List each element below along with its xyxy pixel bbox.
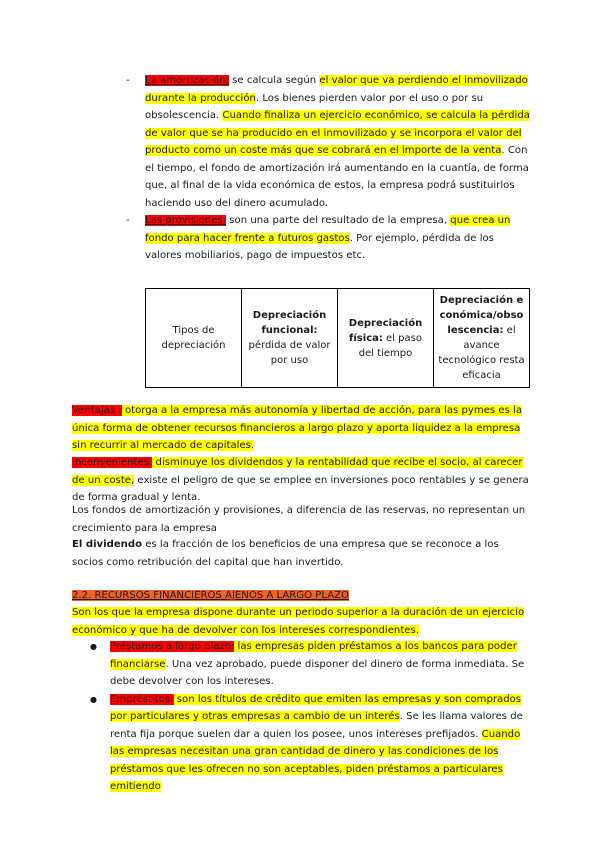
heading-text: 2.2. RECURSOS FINANCIEROS AJENOS A LARGO PLAZO <box>72 590 349 601</box>
dash-marker: - <box>126 215 130 226</box>
table-cell-tipos <box>146 289 242 388</box>
highlight: Cuando las empresas necesitan una gran cantidad de dinero y las condiciones de los préstamos que les ofrecen no son aceptables, piden préstamos a particulares emitiendo <box>110 728 521 792</box>
highlight: que crea un fondo para hacer frente a futuros gastos <box>145 215 511 244</box>
list-item-prestamos <box>72 638 532 691</box>
text: Los fondos de amortización y provisiones, a diferencia de las reservas, no representan un crecimiento para la empresa <box>72 505 526 534</box>
depreciation-table <box>145 288 530 388</box>
term-inconvenientes: Inconvenientes: <box>72 457 153 468</box>
text: . Los bienes pierden valor por el uso o por su obsolescencia. <box>145 92 484 121</box>
cell-bold: Depreciación económica/obsolescencia: <box>439 295 524 336</box>
ventajas-paragraph <box>72 402 532 455</box>
cell-text: Tipos de depreciación <box>161 325 226 351</box>
term-amortizacion: La amortización: <box>145 75 229 86</box>
highlight: Cuando finaliza un ejercicio económico, se calcula la pérdida de valor que se ha producido en el inmovilizado y se incorpora el valor del producto como un coste más que se cobrará en el importe de la venta <box>145 110 530 156</box>
amortizacion-list <box>126 72 531 265</box>
section-intro <box>72 604 532 639</box>
cell-bold: Depreciación física: <box>348 317 423 344</box>
term-provisiones: Las provisiones: <box>145 215 227 226</box>
table-cell-economica <box>434 289 530 388</box>
bullet-dot: ● <box>90 694 97 704</box>
table-cell-funcional <box>242 289 338 388</box>
highlight: las empresas piden préstamos a los bancos para poder financiarse <box>110 641 517 670</box>
dividendo-paragraph <box>72 536 532 571</box>
text: existe el peligro de que se emplee en inversiones poco rentables y se genera de forma gradual y lenta. <box>72 474 529 503</box>
text: . Una vez aprobado, puede disponer del dinero de forma inmediata. Se debe devolver con los intereses. <box>110 658 525 687</box>
term-prestamos: Préstamos a largo plazo: <box>110 641 235 652</box>
dash-marker: - <box>126 75 130 86</box>
fondos-paragraph <box>72 502 532 537</box>
text: son una parte del resultado de la empresa, <box>226 215 451 226</box>
table-cell-fisica <box>338 289 434 388</box>
highlight: disminuye los dividendos y la rentabilidad que recibe el socio, al carecer de un coste, <box>72 457 523 486</box>
highlight: el valor que va perdiendo el inmovilizado durante la producción <box>145 75 528 104</box>
text: . Por ejemplo, pérdida de los valores mobiliarios, pago de impuestos etc. <box>145 232 494 261</box>
list-item-provisiones <box>126 212 531 265</box>
text: . Se les llama valores de renta fija porque suelen dar a quien los posee, unos intereses prefijados. <box>110 711 523 740</box>
cell-bold: Depreciación funcional: <box>252 310 327 336</box>
cell-text: pérdida de valor por uso <box>248 340 331 366</box>
inconvenientes-paragraph <box>72 454 532 507</box>
highlight: otorga a la empresa más autonomía y libertad de acción, para las pymes es la única forma de obtener recursos financieros a largo plazo y aporta liquidez a la empresa sin recurrir al mercado de capitales. <box>72 405 523 451</box>
term-dividendo: El dividendo <box>72 539 143 550</box>
bullet-dot: ● <box>90 642 97 651</box>
list-item-emprestitos <box>72 691 532 796</box>
highlight: Son los que la empresa dispone durante un periodo superior a la duración de un ejercicio económico y que ha de devolver con los intereses correspondientes. <box>72 607 525 636</box>
financing-list <box>72 638 532 796</box>
section-heading <box>72 587 532 605</box>
text: es la fracción de los beneficios de una empresa que se reconoce a los socios como retribución del capital que han invertido. <box>72 539 499 568</box>
text: . Con el tiempo, el fondo de amortización irá aumentando en la cuantía, de forma que, al final de la vida económica de estos, la empresa podrá sustituirlos haciendo uso del dinero acumulado. <box>145 145 529 209</box>
list-item-amortizacion <box>126 72 531 212</box>
term-ventajas: Ventajas : <box>72 405 122 416</box>
highlight: son los títulos de crédito que emiten las empresas y son comprados por particulares y otras empresas a cambio de un interés <box>110 693 522 722</box>
text: se calcula según <box>228 75 320 86</box>
term-emprestitos: Empréstitos: <box>110 693 174 705</box>
table-row <box>146 289 530 388</box>
cell-text: el paso del tiempo <box>358 332 422 359</box>
cell-text: el avance tecnológico resta eficacia <box>438 325 525 381</box>
